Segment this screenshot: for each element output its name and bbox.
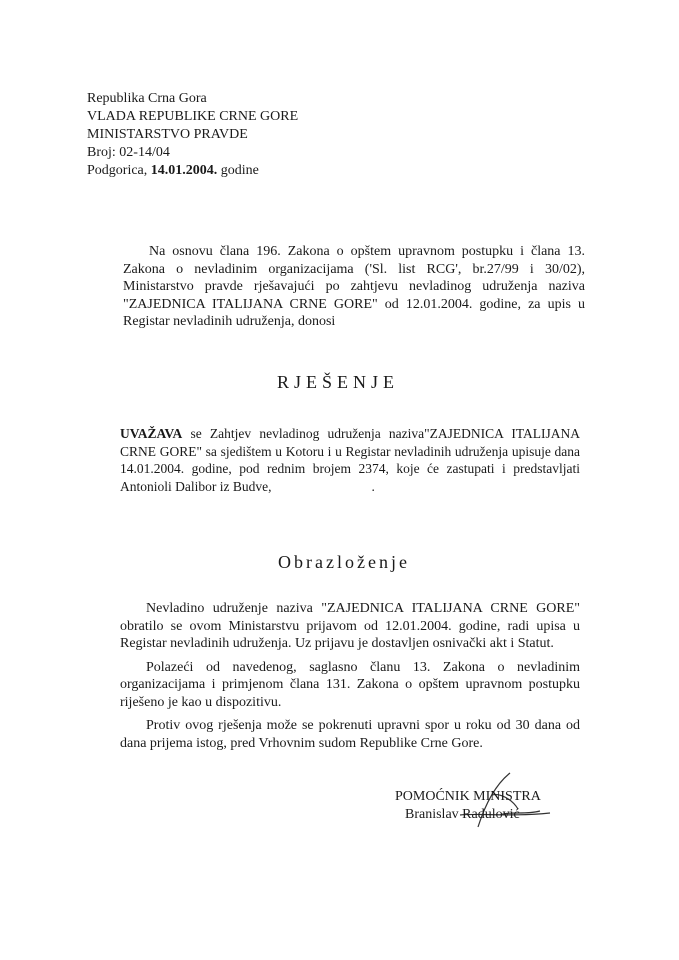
- decision-lead: UVAŽAVA: [120, 426, 183, 441]
- header-place-date: [87, 162, 298, 180]
- reasoning-section: [120, 600, 580, 752]
- intro-paragraph: [123, 243, 585, 331]
- decision-text: se Zahtjev nevladinog udruženja naziva"ZAJEDNICA ITALIJANA CRNE GORE" sa sjedištem u Kotoru i u Registar nevladinih udruženja upisuje dana 14.01.2004. godine, pod rednim brojem 2374, koje će zastupati i predstavljati Antonioli Dalibor iz Budve,: [120, 426, 580, 494]
- signature-role: POMOĆNIK MINISTRA: [395, 789, 541, 804]
- reasoning-paragraph-3: Protiv ovog rješenja može se pokrenuti upravni spor u roku od 30 dana od dana prijema istog, pred Vrhovnim sudom Republike Crne Gore.: [120, 718, 580, 751]
- decision-title: RJEŠENJE: [277, 372, 400, 392]
- decision-trailing: .: [371, 478, 375, 494]
- reasoning-paragraph-2: Polazeći od navedenog, saglasno članu 13. Zakona o nevladinim organizacijama i primjenom člana 131. Zakona o opštem upravnom postupku riješeno je kao u dispozitivu.: [120, 659, 580, 710]
- header-ministry: MINISTARSTVO PRAVDE: [87, 127, 248, 142]
- header-number: Broj: 02-14/04: [87, 145, 170, 160]
- decision-paragraph: [120, 425, 580, 495]
- reasoning-title: Obrazloženje: [278, 552, 410, 572]
- header-republic: Republika Crna Gora: [87, 91, 207, 106]
- header-date: 14.01.2004.: [150, 163, 218, 178]
- signature-block: [395, 788, 541, 824]
- reasoning-paragraph-1: Nevladino udruženje naziva "ZAJEDNICA ITALIJANA CRNE GORE" obratilo se ovom Ministarstvu prijavom od 12.01.2004. godine, radi upisa u Registar nevladinih udruženja. Uz prijavu je dostavljen osnivački akt i Statut.: [120, 601, 580, 651]
- header-government: VLADA REPUBLIKE CRNE GORE: [87, 109, 299, 124]
- document-header: [87, 90, 298, 180]
- header-place: Podgorica,: [87, 163, 151, 178]
- intro-text: Na osnovu člana 196. Zakona o opštem upravnom postupku i člana 13. Zakona o nevladinim organizacijama ('Sl. list RCG', br.27/99 i 30/02), Ministarstvo pravde rješavajući po zahtjevu nevladinog udruženja naziva "ZAJEDNICA ITALIJANA CRNE GORE" od 12.01.2004. godine, za upis u Registar nevladinih udruženja, donosi: [123, 244, 585, 329]
- header-date-suffix: godine: [217, 163, 259, 178]
- signature-name: Branislav Radulović: [405, 807, 520, 822]
